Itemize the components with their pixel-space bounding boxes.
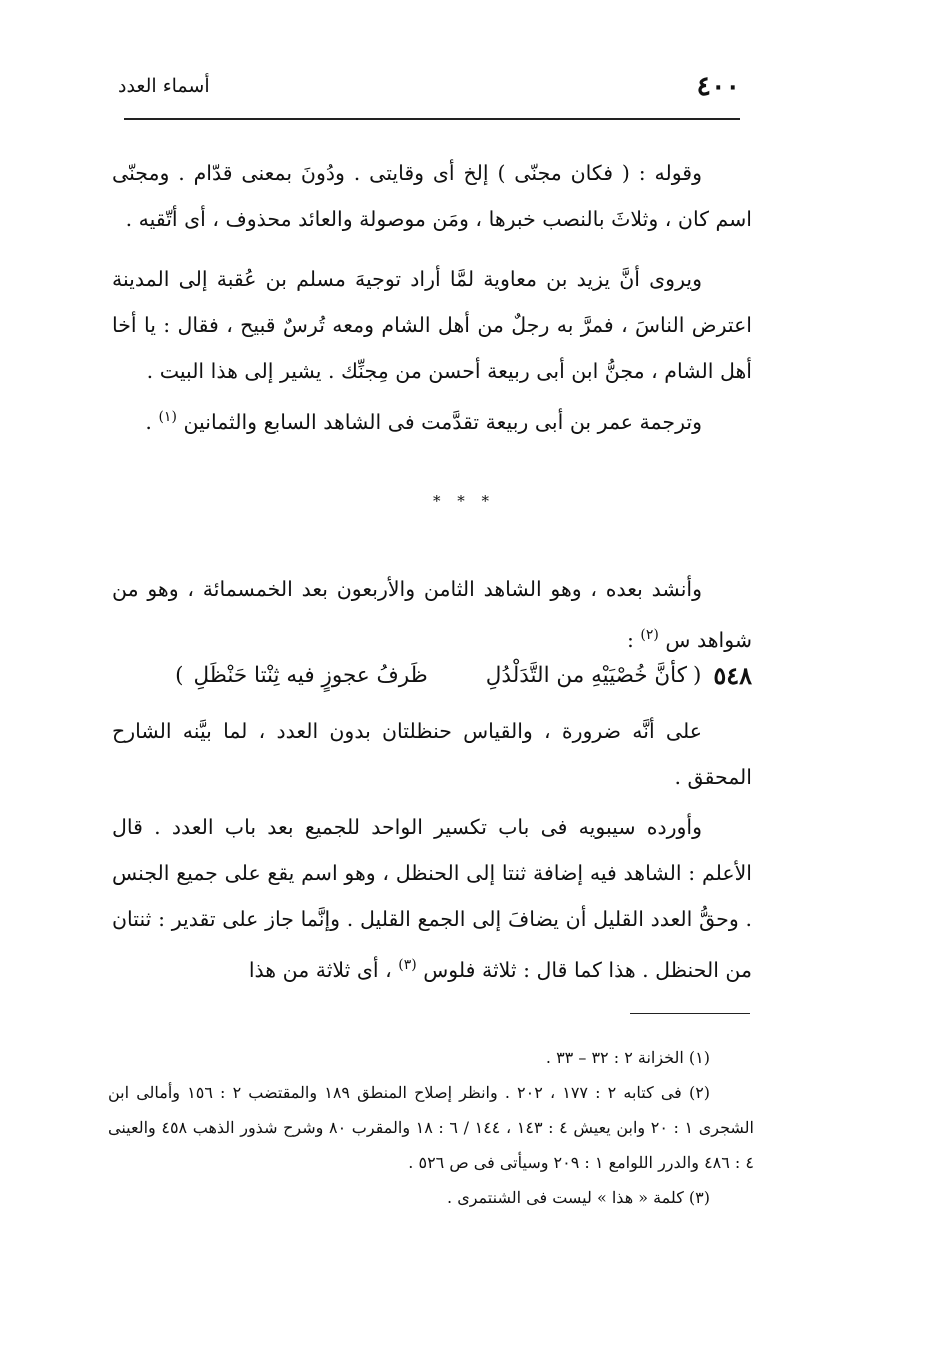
paragraph-end: : <box>626 627 641 652</box>
paragraph-sibawayh <box>112 804 752 993</box>
footnote-rule <box>630 1013 750 1014</box>
footnote-3: (٣) كلمة « هذا » ليست فى الشنتمرى . <box>447 1188 710 1207</box>
footnote-ref-3: (٣) <box>398 957 417 973</box>
running-title: أسماء العدد <box>118 75 210 97</box>
footnote-ref-2: (٢) <box>640 627 659 643</box>
paragraph-continuation: ، أى ثلاثة من هذا <box>248 957 399 982</box>
paragraph-text: وأنشد بعده ، وهو الشاهد الثامن والأربعون بعد الخمسمائة ، وهو من شواهد س <box>112 577 752 652</box>
paragraph-end: . <box>145 409 159 434</box>
header-rule <box>124 118 740 120</box>
section-separator: * * * <box>432 492 496 510</box>
paragraph-text: وأورده سيبويه فى باب تكسير الواحد للجميع بعد باب العدد . قال الأعلم : الشاهد فيه إضافة ثنتا إلى الحنظل ، وهو اسم يقع على جميع الجنس . وحقُّ العدد القليل أن يضافَ إلى الجمع القليل . وإنَّما جاز على تقدير : ثنتان من الحنظل . هذا كما قال : ثلاثة فلوس <box>112 815 752 982</box>
footnote-2: (٢) فى كتابه ٢ : ١٧٧ ، ٢٠٢ . وانظر إصلاح المنطق ١٨٩ والمقتضب ٢ : ١٥٦ وأمالى ابن الشجرى ١ : ٢٠ وابن يعيش ٤ : ١٤٣ ، ١٤٤ / ٦ : ١٨ والمقرب ٨٠ وشرح شذور الذهب ٤٥٨ والعينى ٤ : ٤٨٦ والدرر اللوامع ١ : ٢٠٩ وسيأتى فى ص ٥٢٦ . <box>108 1083 754 1172</box>
paragraph-explanation: على أنَّه ضرورة ، والقياس حنظلتان بدون العدد ، لما بيَّنه الشارح المحقق . <box>112 719 752 789</box>
footnotes <box>108 1040 754 1215</box>
page-number: ٤٠٠ <box>696 70 740 102</box>
footnote-ref-1: (١) <box>158 409 177 425</box>
footnote-1: (١) الخزانة ٢ : ٣٢ – ٣٣ . <box>545 1048 710 1067</box>
poetry-verse <box>112 652 752 698</box>
paragraph-introduction <box>112 566 752 663</box>
verse-open-paren: ( <box>692 662 702 688</box>
verse-close-paren: ) <box>175 662 184 688</box>
verse-second-hemistich: ظَرفُ عجوزٍ فيه ثِنْتا حَنْظَلِ <box>193 662 428 688</box>
paragraph-text: وترجمة عمر بن أبى ربيعة تقدَّمت فى الشاهد السابع والثمانين <box>183 409 702 434</box>
verse-number: ٥٤٨ <box>713 660 752 690</box>
verse-first-hemistich: كأنَّ خُصْيَيْهِ من التَّدَلْدُلِ <box>485 662 687 688</box>
page-header <box>118 66 740 106</box>
paragraph-anecdote: ويروى أنَّ يزيد بن معاوية لمَّا أراد توجيهَ مسلم بن عُقبة إلى المدينة اعترض الناسَ ، فمرَّ به رجلٌ من أهل الشام ومعه تُرسٌ قبيح ، فقال : يا أخا أهل الشام ، مجنُّ ابن أبى ربيعة أحسن من مِجنِّك . يشير إلى هذا البيت . <box>112 267 752 383</box>
paragraph-gloss: وقوله : ( فكان مجنّى ) إلخ أى وقايتى . ودُونَ بمعنى قدّام . ومجنّى اسم كان ، وثلاثَ بالنصب خبرها ، ومَن موصولة والعائد محذوف ، أى أتّقيه . <box>112 161 752 231</box>
paragraph-biography-ref <box>112 394 752 445</box>
